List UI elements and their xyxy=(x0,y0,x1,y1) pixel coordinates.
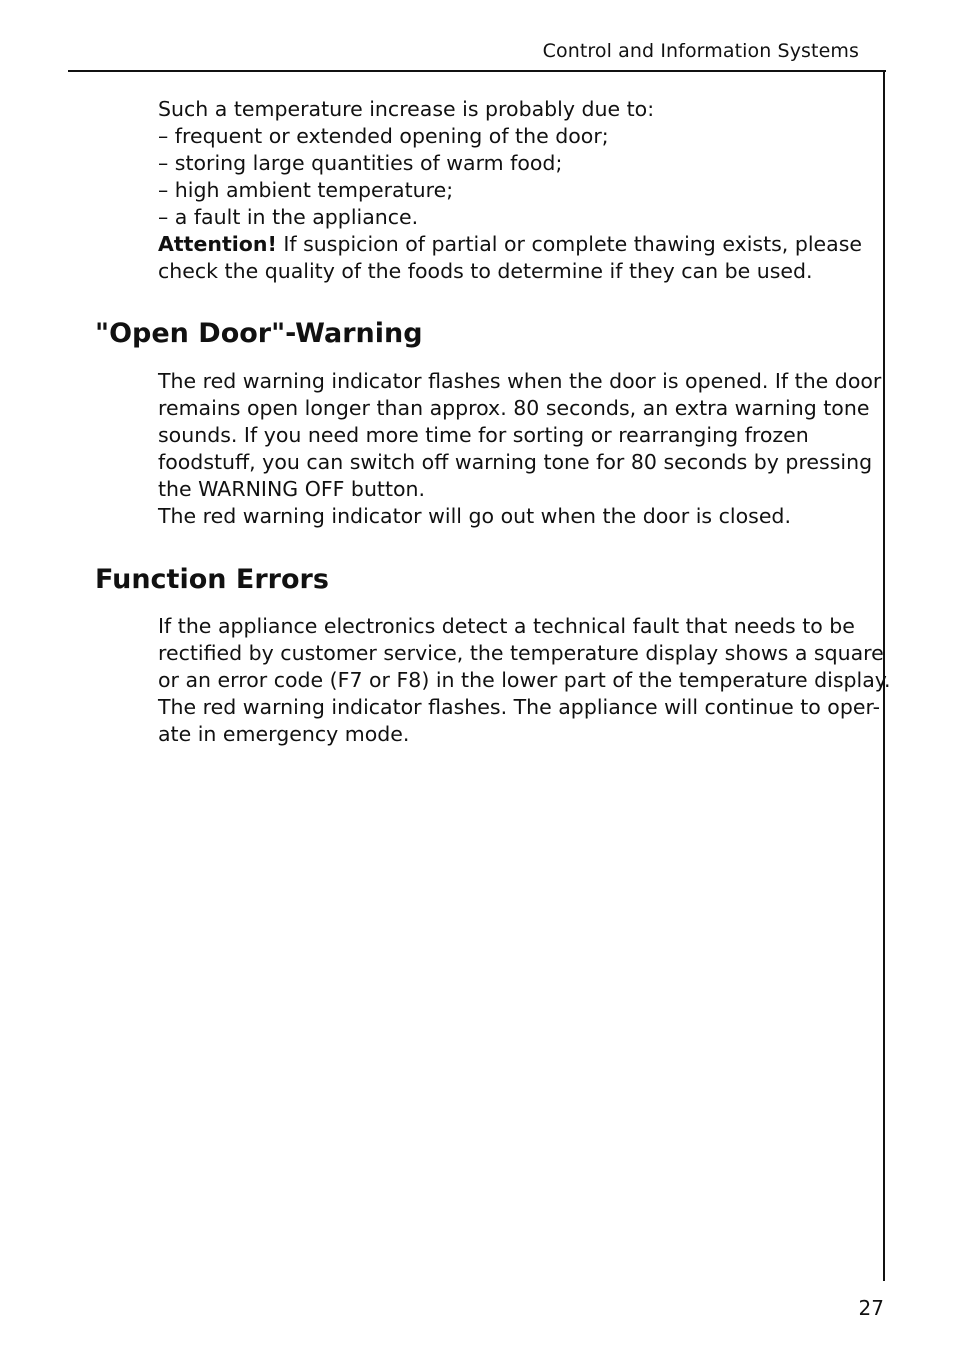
body-line: ate in emergency mode. xyxy=(158,722,410,746)
attention-label: Attention! xyxy=(158,232,277,256)
body-line: If the appliance electronics detect a technical fault that needs to be xyxy=(158,614,855,638)
cause-item: – high ambient temperature; xyxy=(158,178,454,202)
function-errors-body xyxy=(158,613,891,748)
body-line: The red warning indicator flashes when the door is opened. If the door xyxy=(158,369,882,393)
intro-lead: Such a temperature increase is probably due to: xyxy=(158,97,655,121)
body-line: sounds. If you need more time for sorting or rearranging frozen xyxy=(158,423,809,447)
open-door-heading: "Open Door"-Warning xyxy=(95,318,423,349)
intro-block xyxy=(158,96,863,285)
body-line: rectified by customer service, the temperature display shows a square xyxy=(158,641,884,665)
header-rule xyxy=(68,70,886,72)
open-door-body xyxy=(158,368,882,530)
attention-note xyxy=(158,231,863,258)
attention-text-continued: check the quality of the foods to determine if they can be used. xyxy=(158,259,813,283)
page-number: 27 xyxy=(858,1296,884,1320)
running-header: Control and Information Systems xyxy=(542,40,859,62)
cause-item: – frequent or extended opening of the door; xyxy=(158,124,609,148)
attention-text: If suspicion of partial or complete thawing exists, please xyxy=(276,232,863,256)
function-errors-heading: Function Errors xyxy=(95,564,329,595)
body-line: foodstuff, you can switch off warning tone for 80 seconds by pressing xyxy=(158,450,873,474)
body-line: remains open longer than approx. 80 seconds, an extra warning tone xyxy=(158,396,870,420)
body-line: The red warning indicator flashes. The appliance will continue to oper- xyxy=(158,695,880,719)
body-line: The red warning indicator will go out when the door is closed. xyxy=(158,504,791,528)
cause-item: – storing large quantities of warm food; xyxy=(158,151,563,175)
body-line: the WARNING OFF button. xyxy=(158,477,426,501)
body-line: or an error code (F7 or F8) in the lower part of the temperature display. xyxy=(158,668,891,692)
cause-item: – a fault in the appliance. xyxy=(158,205,419,229)
